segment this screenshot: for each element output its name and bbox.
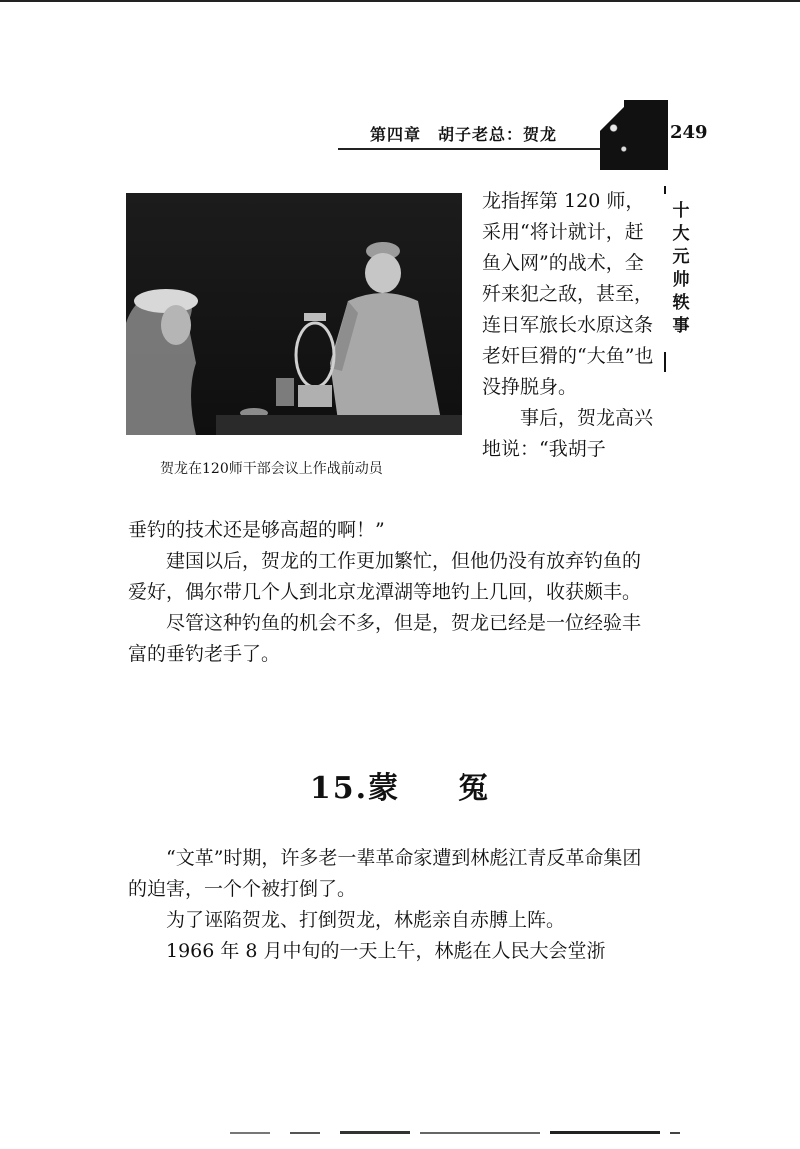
section-title-part1: 蒙	[368, 771, 401, 806]
section-heading	[0, 763, 800, 807]
header-decoration-cut	[600, 100, 624, 144]
footer-scan-marks	[230, 1128, 700, 1138]
seated-man-head	[161, 305, 191, 345]
body-text-top	[128, 515, 658, 670]
seated-man-cap	[134, 289, 198, 313]
standing-man-head	[365, 253, 401, 293]
table-object	[276, 378, 294, 406]
lantern-glass	[296, 323, 334, 387]
column-paragraph: 龙指挥第 120 师，采用“将计就计，赶鱼入网”的战术，全歼来犯之敌，甚至，连日军旅长水原这条老奸巨猾的“大鱼”也没挣脱身。	[482, 190, 654, 398]
section-title-part2: 冤	[458, 771, 491, 806]
right-column-text	[482, 186, 660, 465]
side-rule-bottom	[664, 352, 666, 372]
table-surface	[216, 415, 462, 435]
page-number: 249	[670, 122, 708, 143]
lantern-top	[304, 313, 326, 321]
header-rule	[338, 148, 600, 150]
section-number: 15.	[309, 771, 369, 806]
chapter-title: 第四章 胡子老总：贺龙	[370, 125, 558, 144]
lantern-base	[298, 385, 332, 407]
column-paragraph: 事后，贺龙高兴地说：“我胡子	[482, 407, 654, 460]
side-rule-top	[664, 186, 666, 194]
paragraph: 建国以后，贺龙的工作更加繁忙，但他仍没有放弃钓鱼的爱好，偶尔带几个人到北京龙潭湖等地钓上几回，收获颇丰。	[128, 550, 642, 603]
paragraph: 为了诬陷贺龙、打倒贺龙，林彪亲自赤膊上阵。	[166, 909, 566, 931]
paragraph: 尽管这种钓鱼的机会不多，但是，贺龙已经是一位经验丰富的垂钓老手了。	[128, 612, 642, 665]
paragraph: “文革”时期，许多老一辈革命家遭到林彪江青反革命集团的迫害，一个个被打倒了。	[128, 847, 642, 900]
page-header	[0, 0, 800, 200]
paragraph-continuation: 垂钓的技术还是够高超的啊！”	[128, 519, 385, 541]
side-book-title: 十大元帅轶事	[672, 201, 690, 336]
photo-caption: 贺龙在120师干部会议上作战前动员	[160, 461, 383, 477]
photo-illustration	[126, 193, 462, 435]
body-text-bottom	[128, 843, 658, 967]
paragraph: 1966 年 8 月中旬的一天上午，林彪在人民大会堂浙	[166, 940, 606, 962]
historical-photo	[126, 193, 462, 435]
